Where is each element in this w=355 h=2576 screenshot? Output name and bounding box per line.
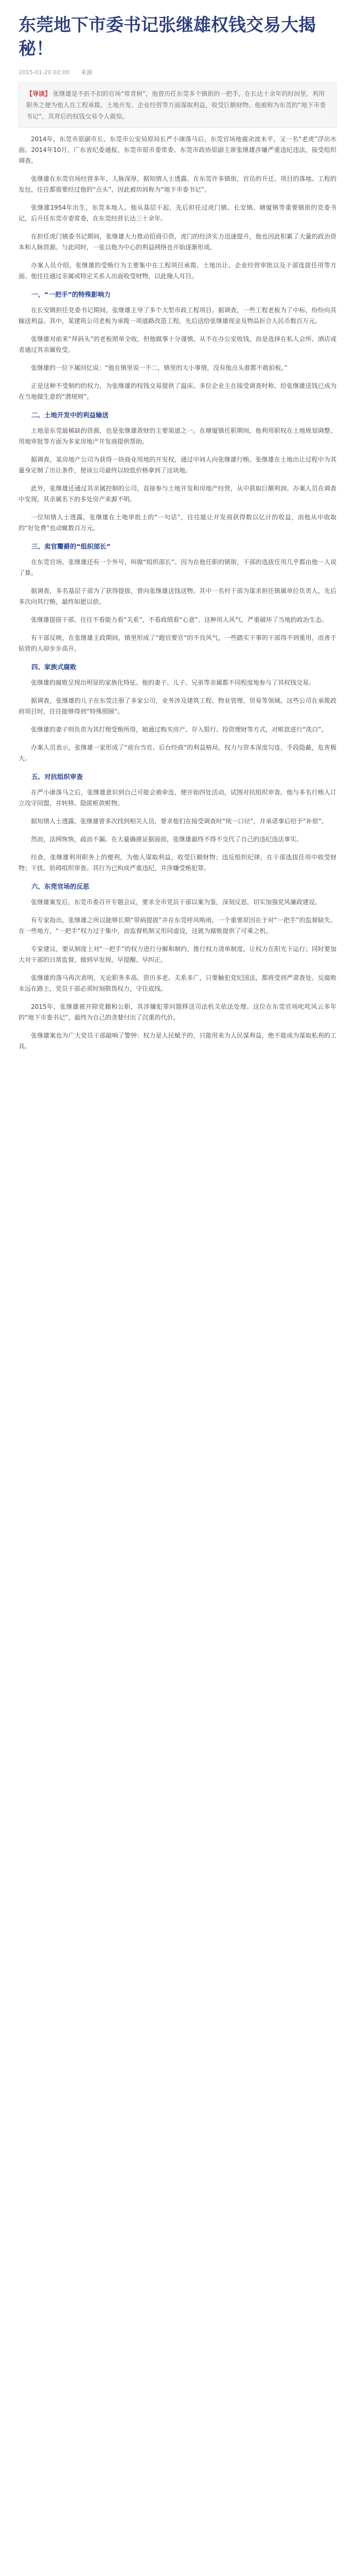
body-paragraph: 在长安镇担任党委书记期间，张继雄主导了多个大型市政工程项目。据调查，一些工程老板为了中标，纷纷向其输送利益。其中，某建筑公司老板为承揽一项道路改造工程，先后送给张继雄现金及物品折合人民币数百万元。 [19, 307, 336, 325]
body-paragraph: 张继雄在东莞官场经营多年，人脉深厚，据知情人士透露，在东莞许多镇街，官员的升迁、项目的落地、工程的发包，往往都需要经过他的“点头”，因此被坊间称为“地下市委书记”。 [19, 175, 336, 193]
body-paragraph: 张继雄对前来“拜码头”的老板照单全收，但他做事十分谨慎，从不在办公室收钱，而是选择在私人会所、酒店或者通过其亲属收受。 [19, 335, 336, 353]
article-body [19, 134, 336, 1052]
publish-date: 2015-01-20 02:00 [19, 69, 70, 76]
body-paragraph: 一位知情人士透露，张继雄在土地审批上的“一句话”，往往能让开发商获得数以亿计的收益，而他从中收取的“好处费”也动辄数百万元。 [19, 514, 336, 532]
body-paragraph: 张继雄的一位下属回忆说：“他在镇里说一不二，镇里的大小事情，没有他点头谁都不敢拍板。” [31, 364, 288, 371]
body-paragraph: 在担任虎门镇委书记期间，张继雄大力推动招商引资，虎门的经济实力迅速提升，他也因此积累了大量的政治资本和人脉资源。与此同时，一张以他为中心的利益网络也开始逐渐形成。 [19, 233, 336, 251]
body-paragraph: 据调查，张继雄的儿子在东莞注册了多家公司，业务涉及建筑工程、物业管理、贸易等领域。这些公司在承揽政府项目时，往往能够得到“特殊照顾”。 [19, 697, 336, 715]
body-paragraph: 张继雄提拔干部，往往不看能力看“关系”，不看政绩看“心意”。这种用人风气，严重破坏了当地的政治生态。 [31, 616, 328, 623]
body-paragraph: 土地是东莞最稀缺的资源，也是张继雄敛财的主要渠道之一。在塘厦镇任职期间，他利用职权在土地规划调整、用地审批等方面为多家房地产开发商提供帮助。 [19, 427, 336, 445]
body-paragraph: 经查，张继雄利用职务上的便利，为他人谋取利益，收受巨额财物；违反组织纪律，在干部选拔任用中收受财物；干扰、妨碍组织审查。其行为已构成严重违纪，并涉嫌受贿犯罪。 [19, 854, 336, 872]
closing-paragraph: 2015年，张继雄被开除党籍和公职，其涉嫌犯罪问题移送司法机关依法处理。这位在东莞官场叱咤风云多年的“地下市委书记”，最终为自己的贪婪付出了沉重的代价。 [19, 1003, 336, 1021]
lead-summary [19, 82, 336, 128]
body-paragraph: 据知情人士透露，张继雄曾多次找到相关人员，要求他们在接受调查时“统一口径”，并承诺事后给予“补偿”。 [31, 818, 328, 825]
section-heading: 二、土地开发中的利益输送 [31, 411, 109, 419]
body-paragraph: 张继雄1954年出生，东莞本地人。他从基层干起，先后担任过虎门镇、长安镇、塘厦镇等重要镇街的党委书记，后升任东莞市委常委，在东莞经营长达三十余年。 [19, 204, 336, 222]
body-paragraph: 然而，法网恢恢，疏而不漏。在大量确凿证据面前，张继雄最终不得不交代了自己的违纪违法事实。 [31, 836, 303, 843]
body-paragraph: 张继雄的落马再次表明，无论职务多高、资历多老、关系多广，只要触犯党纪国法，都将受到严肃查处。反腐败永远在路上，党员干部必须时刻敬畏权力，守住底线。 [19, 974, 336, 992]
body-paragraph: 据调查，多名基层干部为了获得提拔，曾向张继雄送钱送物。其中一名村干部为谋求担任镇属单位负责人，先后多次向其行贿，最终如愿以偿。 [19, 587, 336, 605]
section-heading: 六、东莞官场的反思 [31, 883, 90, 890]
body-paragraph: 办案人员介绍，张继雄的受贿行为主要集中在工程项目承揽、土地出让、企业经营审批以及干部选拔任用等方面。他往往通过亲属或特定关系人出面收受财物，以此掩人耳目。 [19, 262, 336, 280]
body-paragraph: 张继雄的腐败呈现出明显的家族化特征。他的妻子、儿子、兄弟等亲属都不同程度地参与了其权钱交易。 [31, 679, 315, 686]
section-heading: 五、对抗组织审查 [31, 773, 83, 781]
body-paragraph: 张继雄案发后，东莞市委召开专题会议，要求全市党员干部以案为鉴，深刻反思，切实加强党风廉政建设。 [31, 899, 322, 906]
section-heading: 一、“一把手”的特殊影响力 [31, 291, 111, 298]
section-heading: 三、卖官鬻爵的“组织部长” [31, 543, 111, 550]
article-meta [19, 68, 336, 76]
section-heading: 四、家族式腐败 [31, 663, 77, 671]
body-paragraph: 办案人员表示，张继雄一家形成了“前台当官、后台经商”的利益格局，权力与资本深度勾连，手段隐蔽，危害极大。 [19, 744, 336, 762]
closing-paragraph: 张继雄案也为广大党员干部敲响了警钟：权力是人民赋予的，只能用来为人民谋利益，绝不能成为谋取私利的工具。 [19, 1032, 336, 1050]
lead-tag: 【导读】 [26, 90, 51, 97]
body-paragraph: 此外，张继雄还通过其亲属控制的公司，直接参与土地开发和房地产经营，从中获取巨额利润。办案人员在调查中发现，其亲属名下的多处房产来源不明。 [19, 485, 336, 503]
article-page [0, 13, 355, 2576]
body-paragraph: 在严小康落马之后，张继雄意识到自己可能会被牵连，便开始四处活动，试图对抗组织审查。他与多名行贿人订立攻守同盟，并转移、隐匿赃款赃物。 [19, 789, 336, 807]
lead-text: 张继雄是不折不扣的官场“常青树”，他曾历任东莞多个镇街的一把手，在长达十余年的时间里，利用职务之便为他人在工程承揽、土地开发、企业经营等方面谋取利益，收受巨额财物。他被称为东莞的“地下市委书记”，其背后的权钱交易令人震惊。 [26, 90, 326, 120]
body-paragraph: 专家建议，要从制度上对“一把手”的权力进行分解和制约，推行权力清单制度，让权力在阳光下运行；同时要加大对干部的日常监督，做到早发现、早提醒、早纠正。 [19, 945, 336, 963]
body-paragraph: 在东莞官场，张继雄还有一个外号，叫做“组织部长”。因为在他任职的镇街，干部的选拔任用几乎都由他一人说了算。 [19, 558, 336, 577]
body-paragraph: 有专家指出，张继雄之所以能够长期“带病提拔”并在东莞呼风唤雨，一个重要原因在于对“一把手”的监督缺失。在一些地方，“一把手”权力过于集中，而监督机制又形同虚设，这就为腐败提供了可乘之机。 [19, 917, 336, 935]
article-source: 来源 [81, 69, 93, 76]
body-paragraph: 据调查，某房地产公司为获得一块商业用地的开发权，通过中间人向张继雄行贿。张继雄在土地出让过程中为其量身定制了出让条件，使该公司最终以较低价格拿到了这块地。 [19, 456, 336, 474]
body-paragraph: 张继雄的妻子则负责为其打理受贿所得，她通过购买房产、存入银行、投资理财等方式，对赃款进行“洗白”。 [31, 726, 328, 733]
article-title: 东莞地下市委书记张继雄权钱交易大揭秘！ [19, 15, 316, 59]
body-paragraph: 正是这种不受制约的权力，为张继雄的权钱交易提供了温床。多位企业主在接受调查时称，给张继雄送钱已成为在当地做生意的“潜规则”。 [19, 382, 336, 400]
body-paragraph: 2014年，东莞市原副市长、东莞市公安局原局长严小康落马后，东莞官场地震余波未平，又一名“老虎”浮出水面。2014年10月，广东省纪委通报，东莞市原市委常委、东莞市政协原副主席张继雄涉嫌严重违纪违法，接受组织调查。 [19, 135, 336, 164]
body-paragraph: 有干部反映，在张继雄主政期间，镇里形成了“跑官要官”的不良风气，一些踏实干事的干部得不到重用，而善于钻营的人却步步高升。 [19, 634, 336, 652]
